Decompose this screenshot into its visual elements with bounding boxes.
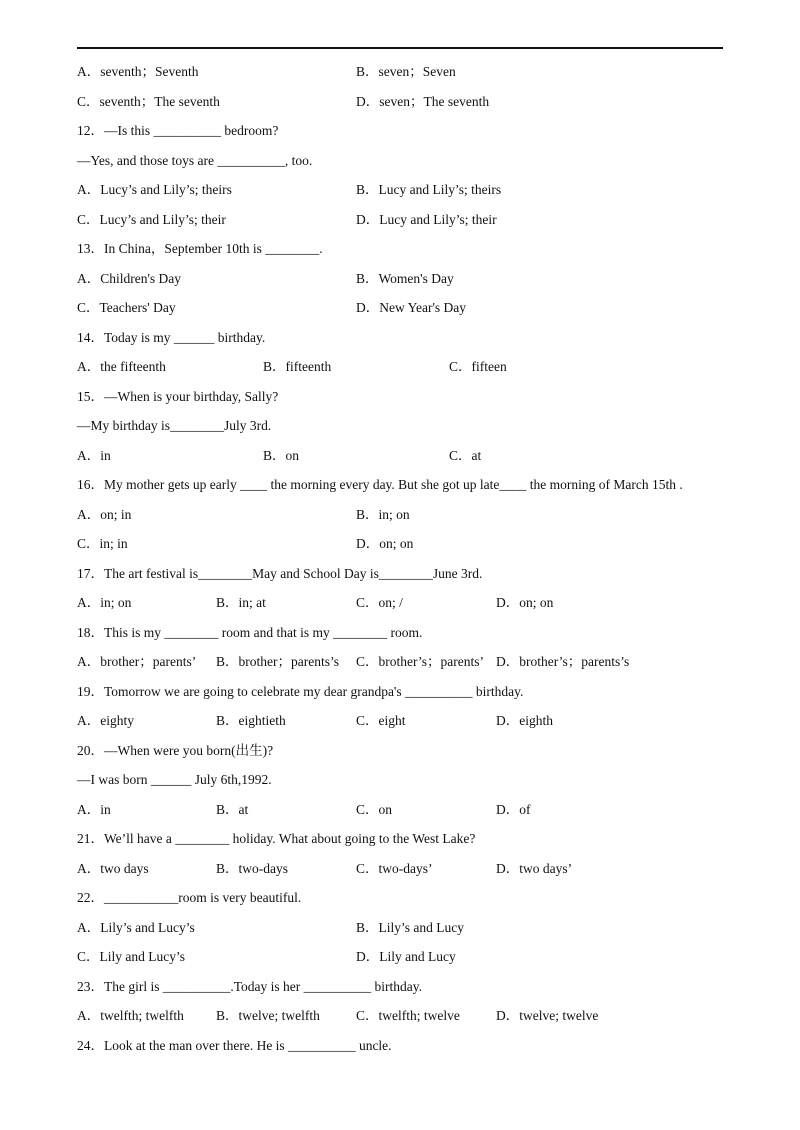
- answer-option: C．Teachers' Day: [77, 300, 176, 315]
- answer-option: C．in; in: [77, 536, 128, 551]
- question-text: 17．The art festival is________May and School Day is________June 3rd.: [77, 566, 483, 581]
- header-rule: [77, 47, 723, 49]
- answer-option: C．Lucy’s and Lily’s; their: [77, 212, 226, 227]
- answer-option: B．Lily’s and Lucy: [356, 920, 464, 935]
- answer-option: C．at: [449, 448, 482, 463]
- answer-option: C．fifteen: [449, 359, 507, 374]
- answer-option: A．Children's Day: [77, 271, 182, 286]
- question-text: 14．Today is my ______ birthday.: [77, 330, 266, 345]
- answer-option: B．two-days: [216, 861, 288, 876]
- answer-option: A．twelfth; twelfth: [77, 1008, 184, 1023]
- answer-option: B．Women's Day: [356, 271, 454, 286]
- answer-option: A．on; in: [77, 507, 132, 522]
- answer-option: D．seven；The seventh: [356, 94, 490, 109]
- answer-option: D．New Year's Day: [356, 300, 467, 315]
- answer-option: D．of: [496, 802, 531, 817]
- answer-option: C．brother’s；parents’: [356, 654, 484, 669]
- answer-option: D．on; on: [496, 595, 554, 610]
- answer-option: C．on; /: [356, 595, 403, 610]
- question-text: 20．—When were you born(出生)?: [77, 743, 274, 758]
- question-text: 21．We’ll have a ________ holiday. What about going to the West Lake?: [77, 831, 476, 846]
- question-text: —Yes, and those toys are __________, too.: [77, 153, 313, 168]
- answer-option: B．in; at: [216, 595, 266, 610]
- answer-option: B．twelve; twelfth: [216, 1008, 320, 1023]
- answer-option: A．in: [77, 802, 111, 817]
- answer-option: A．in; on: [77, 595, 132, 610]
- answer-option: D．Lucy and Lily’s; their: [356, 212, 497, 227]
- question-text: 24．Look at the man over there. He is __________ uncle.: [77, 1038, 392, 1053]
- answer-option: B．in; on: [356, 507, 410, 522]
- question-text: 16．My mother gets up early ____ the morning every day. But she got up late____ the morning of March 15th .: [77, 477, 683, 492]
- answer-option: A．eighty: [77, 713, 134, 728]
- answer-option: D．eighth: [496, 713, 553, 728]
- question-text: 13．In China，September 10th is ________.: [77, 241, 323, 256]
- question-text: —I was born ______ July 6th,1992.: [77, 772, 272, 787]
- answer-option: C．twelfth; twelve: [356, 1008, 460, 1023]
- answer-option: D．two days’: [496, 861, 573, 876]
- answer-option: B．brother；parents’s: [216, 654, 339, 669]
- question-text: 23．The girl is __________.Today is her __________ birthday.: [77, 979, 423, 994]
- answer-option: C．two-days’: [356, 861, 433, 876]
- answer-option: B．fifteenth: [263, 359, 332, 374]
- question-text: 19．Tomorrow we are going to celebrate my dear grandpa's __________ birthday.: [77, 684, 524, 699]
- answer-option: A．brother；parents’: [77, 654, 197, 669]
- answer-option: A．in: [77, 448, 111, 463]
- answer-option: B．at: [216, 802, 249, 817]
- answer-option: B．on: [263, 448, 300, 463]
- question-text: 12．—Is this __________ bedroom?: [77, 123, 279, 138]
- answer-option: A．Lucy’s and Lily’s; theirs: [77, 182, 232, 197]
- answer-option: B．Lucy and Lily’s; theirs: [356, 182, 502, 197]
- answer-option: C．eight: [356, 713, 406, 728]
- answer-option: C．on: [356, 802, 393, 817]
- question-text: 15．—When is your birthday, Sally?: [77, 389, 279, 404]
- answer-option: A．two days: [77, 861, 149, 876]
- answer-option: A．Lily’s and Lucy’s: [77, 920, 195, 935]
- answer-option: A．seventh；Seventh: [77, 64, 199, 79]
- answer-option: B．eightieth: [216, 713, 286, 728]
- answer-option: D．twelve; twelve: [496, 1008, 599, 1023]
- question-text: 22．___________room is very beautiful.: [77, 890, 302, 905]
- answer-option: D．brother’s；parents’s: [496, 654, 630, 669]
- question-text: —My birthday is________July 3rd.: [77, 418, 272, 433]
- answer-option: D．Lily and Lucy: [356, 949, 456, 964]
- answer-option: A．the fifteenth: [77, 359, 166, 374]
- answer-option: D．on; on: [356, 536, 414, 551]
- answer-option: B．seven；Seven: [356, 64, 456, 79]
- answer-option: C．Lily and Lucy’s: [77, 949, 185, 964]
- question-text: 18．This is my ________ room and that is my ________ room.: [77, 625, 423, 640]
- answer-option: C．seventh；The seventh: [77, 94, 220, 109]
